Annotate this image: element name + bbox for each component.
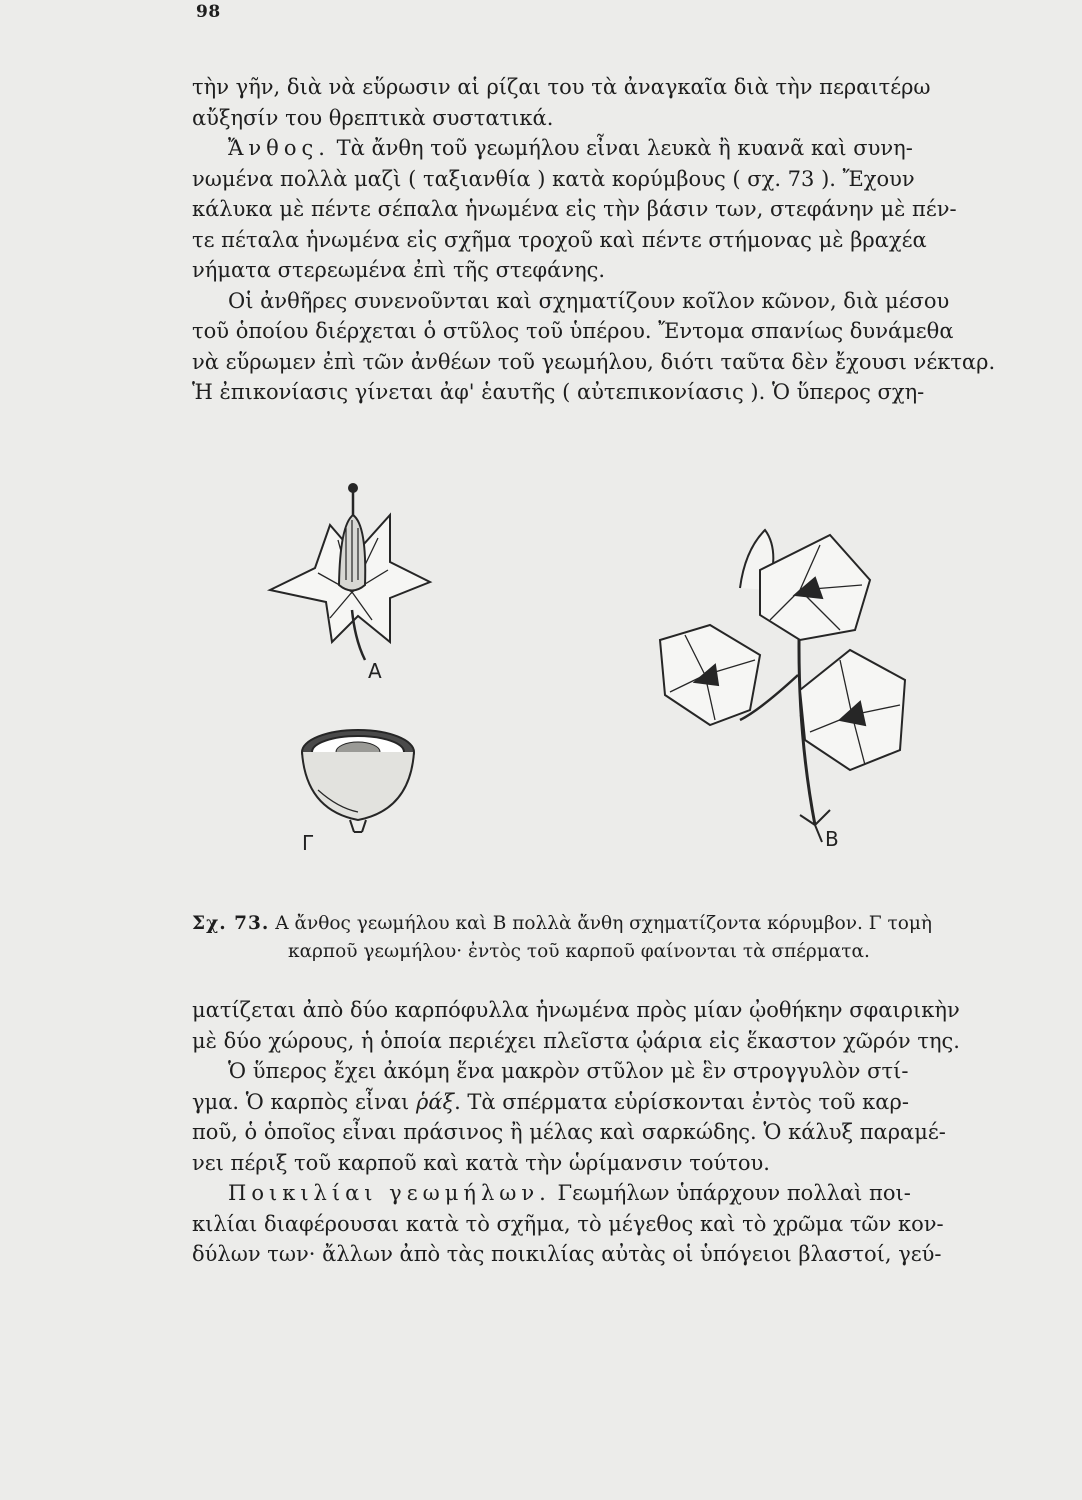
figure-label-b: Β bbox=[825, 827, 839, 851]
figure-label-a: Α bbox=[368, 659, 382, 683]
caption-label: Σχ. 73. bbox=[192, 913, 270, 934]
anthos-paragraph-line bbox=[192, 133, 1022, 164]
figure-caption bbox=[192, 910, 1022, 966]
text-line: ματίζεται ἀπὸ δύο καρπόφυλλα ἡνωμένα πρὸς μίαν ᾠοθήκην σφαιρικὴν bbox=[192, 998, 960, 1022]
caption-text: Α ἄνθος γεωμήλου καὶ Β πολλὰ ἄνθη σχηματίζοντα κόρυμβον. Γ τομὴ bbox=[269, 913, 932, 934]
single-flower-drawing bbox=[270, 484, 430, 660]
caption-line-1 bbox=[192, 910, 1022, 938]
top-text-block bbox=[192, 72, 1022, 408]
text-line: νὰ εὕρωμεν ἐπὶ τῶν ἀνθέων τοῦ γεωμήλου, διότι ταῦτα δὲν ἔχουσι νέκταρ. bbox=[192, 349, 996, 374]
text-line: τὴν γῆν, διὰ νὰ εὕρωσιν αἱ ρίζαι του τὰ ἀναγκαῖα διὰ τὴν περαιτέρω bbox=[192, 75, 931, 99]
text-line: ποῦ, ὁ ὁποῖος εἶναι πράσινος ἢ μέλας καὶ σαρκώδης. Ὁ κάλυξ παραμέ- bbox=[192, 1120, 946, 1144]
figure-73 bbox=[240, 470, 960, 870]
flower-cluster-drawing bbox=[660, 530, 905, 842]
bottom-text-block bbox=[192, 995, 1022, 1270]
poikiliai-heading: Ποικιλίαι γεωμήλων. bbox=[228, 1181, 551, 1205]
text-line: κιλίαι διαφέρουσαι κατὰ τὸ σχῆμα, τὸ μέγεθος καὶ τὸ χρῶμα τῶν κον- bbox=[192, 1211, 944, 1236]
text-line: νει πέριξ τοῦ καρποῦ καὶ κατὰ τὴν ὡρίμανσιν τούτου. bbox=[192, 1150, 770, 1175]
text-span: . Τὰ σπέρματα εὑρίσκονται ἐντὸς τοῦ καρ- bbox=[454, 1089, 909, 1114]
text-line: δύλων των· ἄλλων ἀπὸ τὰς ποικιλίας αὐτὰς οἱ ὑπόγειοι βλαστοί, γεύ- bbox=[192, 1242, 942, 1266]
text-line: μὲ δύο χώρους, ἡ ὁποία περιέχει πλεῖστα ᾠάρια εἰς ἕκαστον χῶρόν της. bbox=[192, 1028, 960, 1053]
poikiliai-paragraph-line bbox=[192, 1178, 1022, 1209]
figure-label-g: Γ bbox=[302, 831, 314, 855]
text-span: Γεωμήλων ὑπάρχουν πολλαὶ ποι- bbox=[550, 1181, 911, 1205]
caption-line-2: καρποῦ γεωμήλου· ἐντὸς τοῦ καρποῦ φαίνονται τὰ σπέρματα. bbox=[288, 941, 870, 962]
page-number: 98 bbox=[196, 2, 221, 22]
potato-flower-illustration bbox=[240, 470, 960, 870]
text-line: τοῦ ὁποίου διέρχεται ὁ στῦλος τοῦ ὑπέρου. Ἔντομα σπανίως δυνάμεθα bbox=[192, 319, 954, 343]
text-line: Ὁ ὕπερος ἔχει ἀκόμη ἕνα μακρὸν στῦλον μὲ ἓν στρογγυλὸν στί- bbox=[228, 1059, 909, 1083]
text-line: τε πέταλα ἡνωμένα εἰς σχῆμα τροχοῦ καὶ πέντε στήμονας μὲ βραχέα bbox=[192, 227, 927, 252]
text-span: Τὰ ἄνθη τοῦ γεωμήλου εἶναι λευκὰ ἢ κυανᾶ καὶ συνη- bbox=[329, 136, 913, 160]
anthos-heading: Ἄνθος. bbox=[228, 136, 330, 160]
text-line: νήματα στερεωμένα ἐπὶ τῆς στεφάνης. bbox=[192, 258, 606, 282]
text-line: Ἡ ἐπικονίασις γίνεται ἀφ' ἑαυτῆς ( αὐτεπικονίασις ). Ὁ ὕπερος σχη- bbox=[192, 380, 925, 404]
text-line: νωμένα πολλὰ μαζὶ ( ταξιανθία ) κατὰ κορύμβους ( σχ. 73 ). Ἔχουν bbox=[192, 166, 915, 191]
fruit-cross-section-drawing bbox=[302, 730, 414, 832]
text-line bbox=[192, 1087, 1022, 1118]
text-span: γμα. Ὁ καρπὸς εἶναι bbox=[192, 1089, 416, 1114]
rax-term: ῥάξ bbox=[415, 1089, 455, 1114]
text-line: κάλυκα μὲ πέντε σέπαλα ἡνωμένα εἰς τὴν βάσιν των, στεφάνην μὲ πέν- bbox=[192, 197, 957, 221]
text-line: Οἱ ἀνθῆρες συνενοῦνται καὶ σχηματίζουν κοῖλον κῶνον, διὰ μέσου bbox=[228, 288, 950, 313]
text-line: αὔξησίν του θρεπτικὰ συστατικά. bbox=[192, 105, 554, 130]
